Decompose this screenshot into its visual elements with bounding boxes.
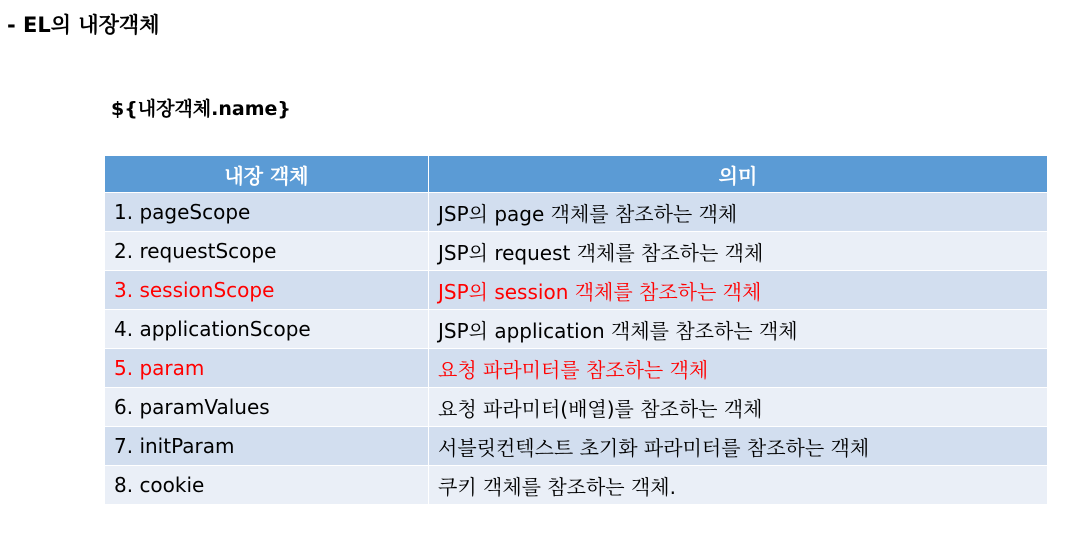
meaning-cell: 요청 파라미터(배열)를 참조하는 객체 xyxy=(429,388,1048,427)
meaning-cell: JSP의 session 객체를 참조하는 객체 xyxy=(429,271,1048,310)
implicit-objects-table xyxy=(104,155,1048,505)
meaning-cell: JSP의 page 객체를 참조하는 객체 xyxy=(429,193,1048,232)
column-header-meaning: 의미 xyxy=(429,156,1048,193)
object-cell: 2. requestScope xyxy=(105,232,429,271)
object-cell: 8. cookie xyxy=(105,466,429,505)
object-cell: 4. applicationScope xyxy=(105,310,429,349)
table-row xyxy=(105,232,1048,271)
object-cell: 6. paramValues xyxy=(105,388,429,427)
meaning-cell: JSP의 request 객체를 참조하는 객체 xyxy=(429,232,1048,271)
meaning-cell: 쿠키 객체를 참조하는 객체. xyxy=(429,466,1048,505)
meaning-cell: 서블릿컨텍스트 초기화 파라미터를 참조하는 객체 xyxy=(429,427,1048,466)
meaning-cell: JSP의 application 객체를 참조하는 객체 xyxy=(429,310,1048,349)
object-cell: 5. param xyxy=(105,349,429,388)
column-header-object: 내장 객체 xyxy=(105,156,429,193)
page-title: - EL의 내장객체 xyxy=(7,13,160,37)
syntax-label: ${내장객체.name} xyxy=(111,98,291,120)
table-row xyxy=(105,388,1048,427)
table-row xyxy=(105,349,1048,388)
object-cell: 1. pageScope xyxy=(105,193,429,232)
table-row xyxy=(105,310,1048,349)
object-cell: 7. initParam xyxy=(105,427,429,466)
table-row xyxy=(105,427,1048,466)
table-row xyxy=(105,271,1048,310)
object-cell: 3. sessionScope xyxy=(105,271,429,310)
table-row xyxy=(105,193,1048,232)
table-header-row xyxy=(105,156,1048,193)
table-row xyxy=(105,466,1048,505)
meaning-cell: 요청 파라미터를 참조하는 객체 xyxy=(429,349,1048,388)
